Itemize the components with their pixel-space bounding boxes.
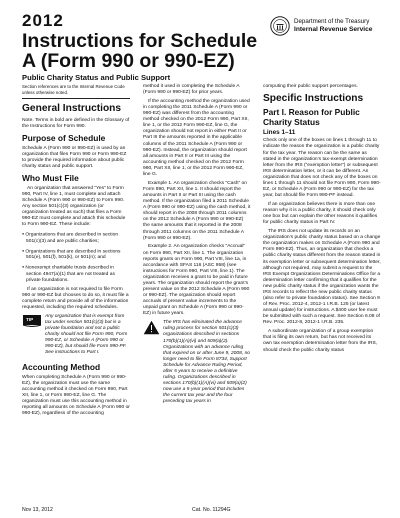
agency-name: Internal Revenue Service — [294, 26, 373, 33]
column-3 — [263, 84, 381, 356]
heading-part-1: Part I. Reason for Public Charity Status — [263, 107, 360, 127]
column-1 — [22, 84, 130, 420]
voluntary-filing-text: If an organization is not required to file Form 990 or 990-EZ but chooses to do so, it must file a complete return and provide all of the information requested, including the required schedules. — [22, 286, 129, 310]
example-1: Example 1. An organization checks “Cash” on Form 990, Part XII, line 1. It should report the amounts in Part II or Part III using the cash method. If the organization filed a 2011 Schedule A (Form 990 or 990-EZ) using the cash method, it should report in the 2008 through 2011 columns on the 2012 Schedule A (Form 990 or 990-EZ) the same amounts that it reported in the 2008 through 2011 columns on the 2011 Schedule A (Form 990 or 990-EZ). — [143, 180, 251, 241]
list-item: ● Nonexempt charitable trusts described in section 4947(a)(1) that are not treated as private foundations. — [22, 264, 130, 284]
glossary-note: Note. Terms in bold are defined in the Glossary of the Instructions for Form 990. — [22, 118, 130, 130]
paragraph: If an organization believes there is more than one reason why it is a public charity, it should check only one box but can explain the other reasons it qualifies for public charity status in Part IV. — [263, 202, 378, 226]
tip-icon — [22, 314, 42, 330]
list-item: ● Organizations that are described in sections 501(e), 501(f), 501(k), or 501(n); and — [22, 248, 130, 262]
page-title: Instructions for Schedule A (Form 990 or 990-EZ) — [22, 30, 258, 72]
page-subtitle: Public Charity Status and Public Support — [22, 73, 171, 82]
paragraph: A subordinate organization of a group exemption that is filing its own return, but has not received its own tax exemption determination letter from the IRS, should check the public charity status — [263, 329, 378, 353]
section-references-note: Section references are to the Internal Revenue Code unless otherwise noted. — [22, 84, 125, 95]
caution-icon — [143, 320, 160, 335]
heading-specific-instructions: Specific Instructions — [263, 92, 364, 104]
heading-lines-1-11: Lines 1–11 — [263, 129, 296, 137]
revision-date: Nov 13, 2012 — [22, 507, 53, 513]
paragraph: computing their public support percentages. — [263, 84, 358, 89]
paragraph: Check only one of the boxes on lines 1 through 11 to indicate the reason the organization is a public charity for the tax year. The reason can be the same as stated in the organization’s tax-exempt determination letter from the IRS (“exemption letter”) or subsequent IRS determination letter, or it can be different. An organization that does not check any of the boxes on lines 1 through 11 should not file Form 990, Form 990-EZ, or Schedule A (Form 990 or 990-EZ) for the tax year, but should file Form 990-PF instead. — [263, 138, 381, 199]
catalog-number: Cat. No. 11294G — [192, 507, 231, 513]
paragraph: If the accounting method the organization used in completing the 2011 Schedule A (Form 990 or 990-EZ) was different from the accounting method checked on the 2012 Form 990, Part XII, line 1, or the 2012 Form 990-EZ, line G, the organization should not report in either Part II or Part III the amounts reported in the applicable columns of the 2011 Schedule A (Form 990 or 990-EZ). Instead, the organization should report all amounts in Part II or Part III using the accounting method checked on the 2012 Form 990, Part XII, line 1, or the 2012 Form 990-EZ, line G. — [143, 98, 250, 177]
purpose-text: Schedule A (Form 990 or 990-EZ) is used by an organization that files Form 990 or Form 990-EZ to provide the required information about public charity status and public support. — [22, 145, 127, 170]
department-name: Department of the Treasury — [294, 18, 370, 25]
example-2: Example 2. An organization checks “Accrual” on Form 990, Part XII, line 1. The organization reports grants on Form 990, Part VIII, line 1a, in accordance with SFAS 116 (ASC 958) (see instructions for Form 990, Part VIII, line 1). The organization receives a grant to be paid in future years. The organization should report the grant’s present value on the 2012 Schedule A (Form 990 or 990-EZ). The organization should report accruals of present value increments to the unpaid grant on Schedule A (Form 990 or 990-EZ) in future years. — [143, 244, 250, 317]
caution-box — [143, 320, 251, 408]
caution-text: The IRS has eliminated the advance ruling process for section 501(c)(3) organizations described in sections 170(b)(1)(A)(vi) and 509(a)(2). Organizations with an advance ruling that expired on or after June 9, 2008, no longer need to file Form 8734, Support Schedule for Advance Ruling Period, after 5 years to receive a definitive ruling. Organizations described in sections 170(b)(1)(A)(vi) and 509(a)(2) now use a 5-year period that includes the current tax year and the four preceding tax years in — [163, 320, 251, 405]
treasury-block — [270, 15, 382, 39]
tip-box — [22, 314, 130, 359]
column-2 — [143, 84, 251, 411]
paragraph: method it used in completing the Schedule A (Form 990 or 990-EZ) for prior years. — [143, 84, 240, 96]
list-item: ● Organizations that are described in section 501(c)(3) and are public charities; — [22, 231, 130, 245]
tip-text: Any organization that is exempt from tax under section 501(c)(3) but is a private foundation and not a public charity should not file Form 990, Form 990-EZ, or Schedule A (Form 990 or 990-EZ), but should file Form 990-PF. See instructions to Part I. — [45, 313, 128, 356]
heading-purpose: Purpose of Schedule — [22, 133, 106, 144]
accounting-method-text: When completing Schedule A (Form 990 or 990-EZ), the organization must use the same accounting method it checked on Form 990, Part XII, line 1, or Form 990-EZ, line G. The organization must use this accounting method in reporting all amounts on Schedule A (Form 990 or 990-EZ), regardless of the accounting — [22, 374, 130, 417]
heading-general-instructions: General Instructions — [22, 102, 122, 114]
treasury-seal-icon — [270, 16, 290, 36]
tax-year: 2012 — [22, 11, 64, 30]
tip-label: TIP — [26, 316, 34, 322]
heading-who-must-file: Who Must File — [22, 173, 79, 184]
heading-accounting-method: Accounting Method — [22, 362, 101, 372]
paragraph: The IRS does not update its records on an organization’s public charity status based on a change the organization makes on Schedule A (Form 990 and Form 990-EZ). Thus, an organization that checks a public charity status different from the reason stated in its exemption letter or subsequent determination letter, although not required, may submit a request to the IRS Exempt Organizations Determinations Office for a determination letter confirming that it qualifies for the new public charity status if the organization wants the IRS records to reflect the new public charity status (also refer to private foundation status). See Section 9 of Rev. Proc. 2012-4, 2012-1 I.R.B. 125 (or latest annual update) for instructions. A $400 user fee must be submitted with such a request. See Section 6.08 of Rev. Proc. 2012-8, 2012-1 I.R.B. 235. — [263, 229, 381, 326]
who-must-file-text: An organization that answered “Yes” to Form 990, Part IV, line 1, must complete and attach Schedule A (Form 990 or 990-EZ) to Form 990. Any section 501(c)(3) organization (or organization treated as such) that files a Form 990-EZ must complete and attach this schedule to Form 990-EZ. These include: — [22, 185, 126, 228]
divider — [22, 98, 130, 99]
